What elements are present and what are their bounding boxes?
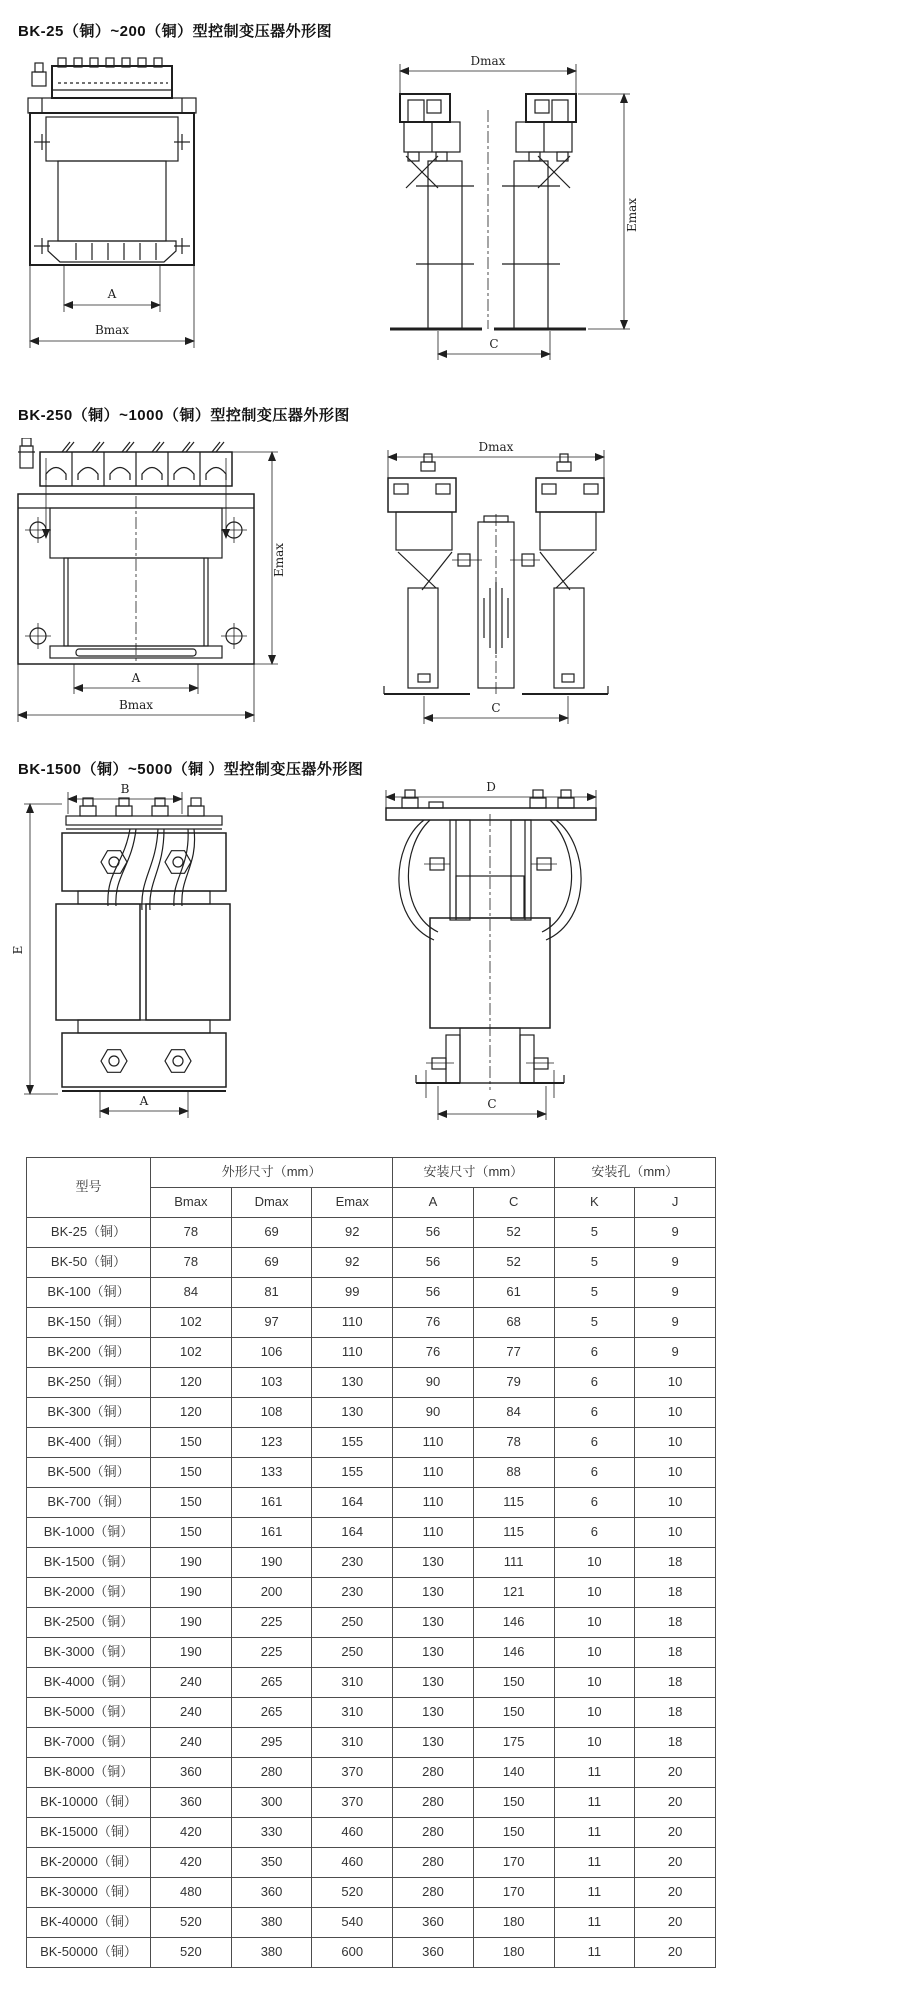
- cell-model: BK-3000（铜）: [27, 1638, 151, 1668]
- cell-value: 110: [393, 1518, 474, 1548]
- table-row: [27, 1488, 716, 1518]
- cell-model: BK-5000（铜）: [27, 1698, 151, 1728]
- dimensions-table: [26, 1157, 716, 1968]
- cell-value: 225: [231, 1638, 312, 1668]
- cell-value: 164: [312, 1488, 393, 1518]
- cell-value: 164: [312, 1518, 393, 1548]
- cell-value: 161: [231, 1488, 312, 1518]
- cell-value: 9: [635, 1218, 716, 1248]
- cell-value: 56: [393, 1278, 474, 1308]
- table-row: [27, 1278, 716, 1308]
- cell-value: 18: [635, 1608, 716, 1638]
- cell-value: 10: [554, 1578, 635, 1608]
- cell-value: 540: [312, 1908, 393, 1938]
- cell-value: 520: [151, 1938, 232, 1968]
- table-row: [27, 1668, 716, 1698]
- table-row: [27, 1548, 716, 1578]
- table-row: [27, 1728, 716, 1758]
- transformer-front-outline: [24, 792, 230, 1118]
- cell-value: 121: [473, 1578, 554, 1608]
- cell-value: 130: [393, 1578, 474, 1608]
- cell-model: BK-10000（铜）: [27, 1788, 151, 1818]
- cell-value: 102: [151, 1338, 232, 1368]
- cell-model: BK-2500（铜）: [27, 1608, 151, 1638]
- cell-value: 130: [393, 1548, 474, 1578]
- cell-value: 180: [473, 1908, 554, 1938]
- dim-label-dmax: Dmax: [478, 440, 514, 454]
- dim-label-a: A: [131, 671, 141, 685]
- section3-side-view-drawing: [368, 780, 613, 1130]
- cell-value: 230: [312, 1578, 393, 1608]
- transformer-front-outline: [18, 438, 278, 722]
- cell-value: 130: [393, 1638, 474, 1668]
- cell-value: 20: [635, 1848, 716, 1878]
- cell-value: 18: [635, 1638, 716, 1668]
- cell-value: 370: [312, 1788, 393, 1818]
- table-row: [27, 1398, 716, 1428]
- section2-front-view-drawing: [10, 438, 290, 733]
- section2-heading: BK-250（铜）~1000（铜）型控制变压器外形图: [18, 407, 350, 424]
- cell-value: 18: [635, 1578, 716, 1608]
- cell-value: 240: [151, 1728, 232, 1758]
- cell-value: 10: [635, 1458, 716, 1488]
- cell-model: BK-2000（铜）: [27, 1578, 151, 1608]
- cell-value: 230: [312, 1548, 393, 1578]
- table-row: [27, 1428, 716, 1458]
- dim-label-a: A: [107, 287, 117, 301]
- cell-value: 6: [554, 1488, 635, 1518]
- cell-value: 240: [151, 1698, 232, 1728]
- cell-value: 5: [554, 1218, 635, 1248]
- cell-value: 10: [554, 1608, 635, 1638]
- col-header-emax: Emax: [312, 1188, 393, 1218]
- cell-value: 155: [312, 1428, 393, 1458]
- cell-value: 6: [554, 1338, 635, 1368]
- dim-label-c: C: [489, 337, 499, 351]
- cell-value: 9: [635, 1248, 716, 1278]
- cell-value: 106: [231, 1338, 312, 1368]
- cell-value: 20: [635, 1758, 716, 1788]
- cell-value: 130: [393, 1728, 474, 1758]
- cell-value: 10: [635, 1398, 716, 1428]
- table-row: [27, 1638, 716, 1668]
- group-header-outline-dims: 外形尺寸（mm）: [151, 1158, 393, 1188]
- cell-value: 600: [312, 1938, 393, 1968]
- cell-value: 9: [635, 1278, 716, 1308]
- table-row: [27, 1908, 716, 1938]
- table-body: [27, 1218, 716, 1968]
- cell-value: 10: [554, 1698, 635, 1728]
- dim-label-bmax: Bmax: [118, 698, 154, 712]
- cell-value: 110: [393, 1428, 474, 1458]
- cell-value: 18: [635, 1728, 716, 1758]
- cell-value: 190: [231, 1548, 312, 1578]
- table-row: [27, 1578, 716, 1608]
- table-row: [27, 1308, 716, 1338]
- table-row: [27, 1938, 716, 1968]
- cell-value: 120: [151, 1368, 232, 1398]
- cell-value: 180: [473, 1938, 554, 1968]
- col-header-c: C: [473, 1188, 554, 1218]
- table-row: [27, 1458, 716, 1488]
- cell-value: 103: [231, 1368, 312, 1398]
- cell-value: 115: [473, 1488, 554, 1518]
- cell-value: 10: [635, 1488, 716, 1518]
- cell-value: 99: [312, 1278, 393, 1308]
- cell-value: 52: [473, 1218, 554, 1248]
- cell-value: 5: [554, 1248, 635, 1278]
- cell-value: 11: [554, 1758, 635, 1788]
- cell-value: 11: [554, 1788, 635, 1818]
- cell-value: 10: [635, 1518, 716, 1548]
- col-header-a: A: [393, 1188, 474, 1218]
- cell-value: 76: [393, 1308, 474, 1338]
- cell-value: 102: [151, 1308, 232, 1338]
- cell-model: BK-30000（铜）: [27, 1878, 151, 1908]
- table-row: [27, 1848, 716, 1878]
- table-row: [27, 1368, 716, 1398]
- cell-value: 140: [473, 1758, 554, 1788]
- cell-value: 56: [393, 1218, 474, 1248]
- cell-value: 280: [393, 1878, 474, 1908]
- table-row: [27, 1878, 716, 1908]
- cell-model: BK-25（铜）: [27, 1218, 151, 1248]
- col-header-j: J: [635, 1188, 716, 1218]
- cell-value: 9: [635, 1308, 716, 1338]
- cell-value: 92: [312, 1248, 393, 1278]
- cell-value: 90: [393, 1398, 474, 1428]
- dim-label-b: B: [120, 782, 130, 796]
- cell-value: 11: [554, 1878, 635, 1908]
- cell-value: 20: [635, 1818, 716, 1848]
- cell-value: 9: [635, 1338, 716, 1368]
- cell-model: BK-200（铜）: [27, 1338, 151, 1368]
- cell-value: 10: [554, 1728, 635, 1758]
- cell-value: 123: [231, 1428, 312, 1458]
- cell-model: BK-250（铜）: [27, 1368, 151, 1398]
- cell-value: 18: [635, 1548, 716, 1578]
- cell-value: 69: [231, 1218, 312, 1248]
- dim-label-c: C: [487, 1097, 497, 1111]
- cell-value: 150: [151, 1518, 232, 1548]
- cell-model: BK-150（铜）: [27, 1308, 151, 1338]
- cell-value: 360: [151, 1788, 232, 1818]
- cell-model: BK-400（铜）: [27, 1428, 151, 1458]
- cell-value: 52: [473, 1248, 554, 1278]
- cell-value: 61: [473, 1278, 554, 1308]
- cell-value: 170: [473, 1878, 554, 1908]
- cell-value: 310: [312, 1698, 393, 1728]
- table-header-row-groups: [27, 1158, 716, 1188]
- cell-model: BK-1000（铜）: [27, 1518, 151, 1548]
- cell-value: 295: [231, 1728, 312, 1758]
- cell-value: 420: [151, 1818, 232, 1848]
- cell-value: 370: [312, 1758, 393, 1788]
- section2-side-view-drawing: [372, 438, 622, 733]
- dim-label-bmax: Bmax: [94, 323, 130, 337]
- cell-value: 240: [151, 1668, 232, 1698]
- cell-value: 110: [393, 1488, 474, 1518]
- cell-value: 150: [151, 1488, 232, 1518]
- cell-value: 20: [635, 1788, 716, 1818]
- cell-model: BK-700（铜）: [27, 1488, 151, 1518]
- cell-value: 130: [312, 1368, 393, 1398]
- cell-value: 5: [554, 1278, 635, 1308]
- cell-value: 78: [473, 1428, 554, 1458]
- cell-value: 68: [473, 1308, 554, 1338]
- cell-model: BK-500（铜）: [27, 1458, 151, 1488]
- dim-label-emax: Emax: [272, 542, 286, 578]
- cell-model: BK-300（铜）: [27, 1398, 151, 1428]
- col-header-dmax: Dmax: [231, 1188, 312, 1218]
- group-header-mounting-holes: 安装孔（mm）: [554, 1158, 715, 1188]
- transformer-side-outline: [386, 790, 596, 1120]
- table-row: [27, 1518, 716, 1548]
- cell-model: BK-40000（铜）: [27, 1908, 151, 1938]
- cell-value: 350: [231, 1848, 312, 1878]
- cell-model: BK-15000（铜）: [27, 1818, 151, 1848]
- cell-value: 460: [312, 1818, 393, 1848]
- cell-value: 155: [312, 1458, 393, 1488]
- cell-value: 88: [473, 1458, 554, 1488]
- cell-value: 6: [554, 1458, 635, 1488]
- section1-side-view-drawing: [380, 50, 650, 370]
- cell-value: 150: [473, 1668, 554, 1698]
- cell-model: BK-100（铜）: [27, 1278, 151, 1308]
- cell-value: 460: [312, 1848, 393, 1878]
- cell-value: 110: [393, 1458, 474, 1488]
- cell-value: 20: [635, 1908, 716, 1938]
- cell-value: 280: [393, 1818, 474, 1848]
- transformer-front-outline: [28, 58, 196, 348]
- cell-value: 92: [312, 1218, 393, 1248]
- cell-value: 175: [473, 1728, 554, 1758]
- cell-value: 150: [473, 1788, 554, 1818]
- cell-value: 280: [393, 1788, 474, 1818]
- col-header-model: 型号: [27, 1158, 151, 1218]
- dim-label-emax: Emax: [625, 197, 639, 233]
- cell-value: 190: [151, 1548, 232, 1578]
- table-row: [27, 1338, 716, 1368]
- cell-value: 250: [312, 1608, 393, 1638]
- cell-value: 76: [393, 1338, 474, 1368]
- cell-value: 110: [312, 1308, 393, 1338]
- cell-value: 6: [554, 1518, 635, 1548]
- dim-label-e: E: [12, 945, 25, 955]
- dim-label-dmax: Dmax: [470, 54, 506, 68]
- cell-model: BK-7000（铜）: [27, 1728, 151, 1758]
- section3-front-view-drawing: [12, 780, 307, 1125]
- cell-value: 130: [312, 1398, 393, 1428]
- cell-value: 11: [554, 1908, 635, 1938]
- cell-value: 190: [151, 1578, 232, 1608]
- cell-value: 18: [635, 1698, 716, 1728]
- cell-value: 56: [393, 1248, 474, 1278]
- group-header-mounting-dims: 安装尺寸（mm）: [393, 1158, 554, 1188]
- cell-value: 69: [231, 1248, 312, 1278]
- table-row: [27, 1608, 716, 1638]
- transformer-side-outline: [390, 64, 630, 360]
- cell-value: 380: [231, 1908, 312, 1938]
- cell-value: 170: [473, 1848, 554, 1878]
- cell-value: 108: [231, 1398, 312, 1428]
- cell-value: 310: [312, 1728, 393, 1758]
- dim-label-c: C: [491, 701, 501, 715]
- cell-value: 10: [554, 1668, 635, 1698]
- cell-value: 84: [473, 1398, 554, 1428]
- cell-value: 520: [151, 1908, 232, 1938]
- cell-value: 130: [393, 1668, 474, 1698]
- cell-value: 10: [554, 1548, 635, 1578]
- cell-value: 480: [151, 1878, 232, 1908]
- cell-value: 265: [231, 1668, 312, 1698]
- cell-value: 6: [554, 1368, 635, 1398]
- cell-value: 110: [312, 1338, 393, 1368]
- cell-value: 90: [393, 1368, 474, 1398]
- cell-value: 11: [554, 1848, 635, 1878]
- cell-value: 20: [635, 1878, 716, 1908]
- cell-value: 225: [231, 1608, 312, 1638]
- cell-value: 360: [151, 1758, 232, 1788]
- cell-model: BK-4000（铜）: [27, 1668, 151, 1698]
- cell-value: 18: [635, 1668, 716, 1698]
- cell-value: 150: [151, 1458, 232, 1488]
- transformer-side-outline: [384, 450, 608, 724]
- cell-value: 78: [151, 1218, 232, 1248]
- cell-value: 250: [312, 1638, 393, 1668]
- dim-label-d: D: [486, 780, 496, 794]
- cell-value: 115: [473, 1518, 554, 1548]
- cell-value: 150: [473, 1698, 554, 1728]
- cell-value: 360: [393, 1938, 474, 1968]
- table-row: [27, 1248, 716, 1278]
- cell-value: 11: [554, 1938, 635, 1968]
- cell-value: 150: [151, 1428, 232, 1458]
- cell-value: 280: [231, 1758, 312, 1788]
- cell-value: 300: [231, 1788, 312, 1818]
- cell-value: 360: [231, 1878, 312, 1908]
- dim-label-a: A: [139, 1094, 149, 1108]
- cell-value: 5: [554, 1308, 635, 1338]
- cell-value: 200: [231, 1578, 312, 1608]
- table-row: [27, 1788, 716, 1818]
- cell-value: 190: [151, 1638, 232, 1668]
- table-row: [27, 1698, 716, 1728]
- table-row: [27, 1818, 716, 1848]
- cell-value: 97: [231, 1308, 312, 1338]
- cell-model: BK-20000（铜）: [27, 1848, 151, 1878]
- cell-model: BK-1500（铜）: [27, 1548, 151, 1578]
- cell-value: 6: [554, 1398, 635, 1428]
- cell-value: 280: [393, 1758, 474, 1788]
- cell-model: BK-50000（铜）: [27, 1938, 151, 1968]
- cell-value: 11: [554, 1818, 635, 1848]
- cell-value: 520: [312, 1878, 393, 1908]
- cell-value: 161: [231, 1518, 312, 1548]
- cell-value: 330: [231, 1818, 312, 1848]
- cell-value: 79: [473, 1368, 554, 1398]
- cell-value: 420: [151, 1848, 232, 1878]
- cell-value: 6: [554, 1428, 635, 1458]
- cell-value: 150: [473, 1818, 554, 1848]
- cell-value: 265: [231, 1698, 312, 1728]
- cell-value: 77: [473, 1338, 554, 1368]
- col-header-k: K: [554, 1188, 635, 1218]
- cell-value: 111: [473, 1548, 554, 1578]
- cell-value: 380: [231, 1938, 312, 1968]
- cell-value: 146: [473, 1638, 554, 1668]
- table-row: [27, 1758, 716, 1788]
- cell-model: BK-8000（铜）: [27, 1758, 151, 1788]
- cell-model: BK-50（铜）: [27, 1248, 151, 1278]
- cell-value: 10: [635, 1428, 716, 1458]
- cell-value: 10: [554, 1638, 635, 1668]
- cell-value: 133: [231, 1458, 312, 1488]
- cell-value: 81: [231, 1278, 312, 1308]
- cell-value: 280: [393, 1848, 474, 1878]
- cell-value: 310: [312, 1668, 393, 1698]
- cell-value: 84: [151, 1278, 232, 1308]
- table-row: [27, 1218, 716, 1248]
- cell-value: 10: [635, 1368, 716, 1398]
- cell-value: 360: [393, 1908, 474, 1938]
- col-header-bmax: Bmax: [151, 1188, 232, 1218]
- section1-heading: BK-25（铜）~200（铜）型控制变压器外形图: [18, 23, 333, 40]
- cell-value: 190: [151, 1608, 232, 1638]
- cell-value: 78: [151, 1248, 232, 1278]
- cell-value: 146: [473, 1608, 554, 1638]
- cell-value: 130: [393, 1608, 474, 1638]
- section1-front-view-drawing: [18, 50, 218, 370]
- cell-value: 130: [393, 1698, 474, 1728]
- cell-value: 20: [635, 1938, 716, 1968]
- cell-value: 120: [151, 1398, 232, 1428]
- section3-heading: BK-1500（铜）~5000（铜 ）型控制变压器外形图: [18, 761, 364, 778]
